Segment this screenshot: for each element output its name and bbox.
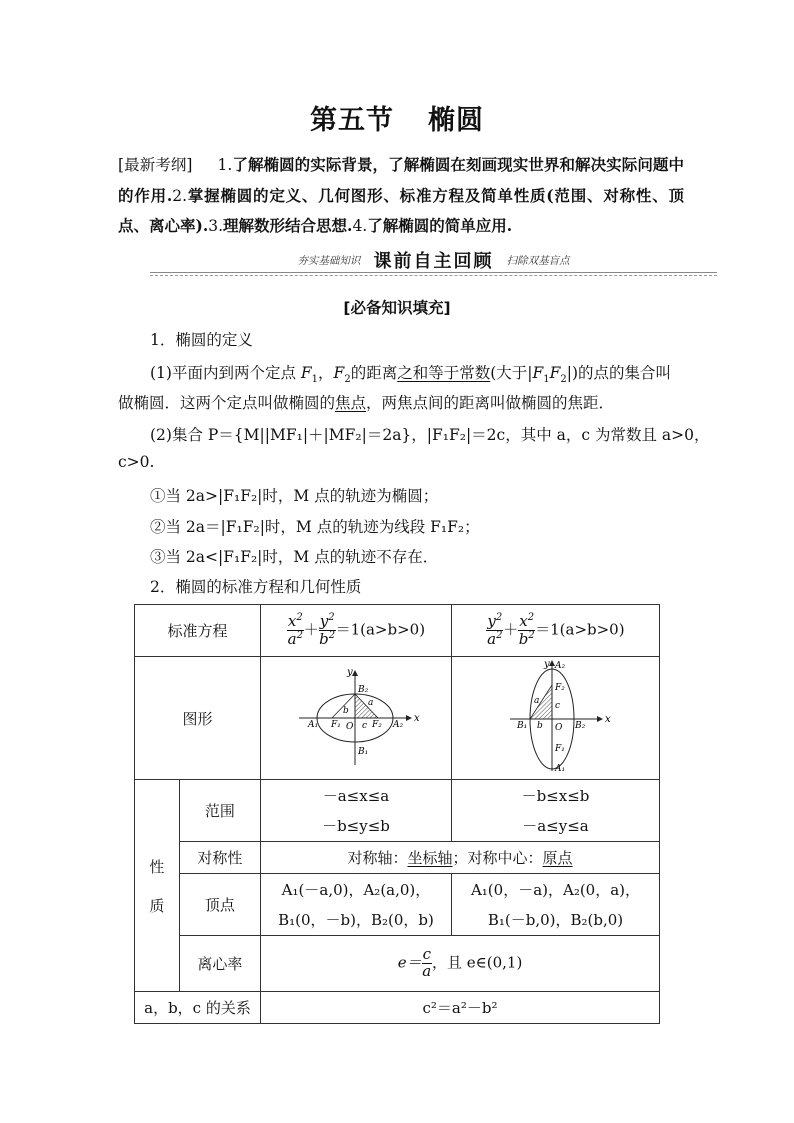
banner-right-text: 扫除双基盲点 [506,255,570,267]
svg-text:O: O [555,723,563,733]
banner-left-text: 夯实基础知识 [297,255,361,267]
section-heading: [必备知识填充] [343,299,451,317]
fill-blank: 焦点 [335,394,367,412]
heading-1: 1．椭圆的定义 [150,331,253,349]
abc-relation: c²＝a²－b² [260,992,659,1024]
table-row [135,992,660,1024]
svg-text:A₂: A₂ [555,661,566,671]
case-1: ①当 2a>|F₁F₂|时，M 点的轨迹为椭圆； [150,487,439,505]
row-label-equation: 标准方程 [135,605,261,657]
banner-title: 课前自主回顾 [373,251,494,272]
syllabus-outline [118,150,684,242]
case-2: ②当 2a＝|F₁F₂|时，M 点的轨迹为线段 F₁F₂； [150,518,480,536]
row-label-symmetry: 对称性 [179,842,260,874]
svg-text:F₁: F₁ [555,744,566,754]
range-horizontal: －a≤x≤a －b≤y≤b [260,780,451,842]
eccentricity-value: e＝ $\frac{c}{a}$ ，且 e∈(0,1) [260,936,659,992]
row-label-figure: 图形 [135,657,261,780]
outline-item: 了解椭圆的实际背景，了解椭圆在刻画现实世界和解决实际问题中的作用. [118,155,684,205]
title-section-number: 第五节 [310,105,394,136]
figure-horizontal-cell [260,657,451,780]
table-row [135,842,660,874]
table-row [135,780,660,842]
svg-text:B₂: B₂ [357,685,369,695]
table-row [135,874,660,936]
svg-text:F₂: F₂ [371,720,382,730]
definition-p2: (2)集合 P＝{M||MF₁|＋|MF₂|＝2a}，|F₁F₂|＝2c，其中 a，c 为常数且 a>0， [150,426,710,444]
svg-text:y: y [346,667,353,678]
outline-tag: [最新考纲] [118,156,193,174]
figure-vertical-cell [451,657,659,780]
title-topic: 椭圆 [428,105,484,136]
svg-text:F₁: F₁ [330,720,341,730]
vertical-ellipse-figure [452,657,658,775]
svg-text:a: a [534,696,540,706]
symmetry-value: 对称轴：坐标轴；对称中心：原点 [260,842,659,874]
outline-item: 理解数形结合思想. [223,216,353,235]
svg-text:F₂: F₂ [555,683,566,693]
svg-text:a: a [367,698,374,708]
row-label-abc: a，b，c 的关系 [135,992,261,1024]
svg-text:O: O [345,722,354,732]
vertex-vertical: A₁(0，－a)，A₂(0，a)， B₁(－b,0)，B₂(b,0) [451,874,659,936]
row-group-label-properties: 性 质 [135,780,180,992]
section-banner [150,247,717,277]
svg-text:c: c [555,701,561,711]
equation-horizontal: $\frac{x^2}{a^2}$ ＋ $\frac{y^2}{b^2}$ ＝1(a>b>0) [260,605,451,657]
svg-text:B₂: B₂ [575,721,586,731]
ellipse-properties-table [134,604,660,1024]
table-row [135,936,660,992]
table-row [135,605,660,657]
range-vertical: －b≤x≤b －a≤y≤a [451,780,659,842]
heading-2: 2．椭圆的标准方程和几何性质 [150,578,362,596]
fill-blank: 之和等于常数 [397,364,491,382]
table-row [135,657,660,780]
vertex-horizontal: A₁(－a,0)，A₂(a,0)， B₁(0，－b)，B₂(0，b) [260,874,451,936]
svg-text:b: b [537,721,544,731]
definition-p1-line1: (1)平面内到两个定点 $F_1$，$F_2$的距离之和等于常数(大于$|F_1F_2|$)的点的集合叫 [150,364,672,386]
svg-text:x: x [605,714,612,725]
svg-text:B₁: B₁ [517,721,528,731]
svg-text:x: x [413,713,420,724]
horizontal-ellipse-figure [261,657,451,775]
svg-text:A₁: A₁ [307,720,319,730]
svg-text:A₂: A₂ [392,720,404,730]
page-title [0,98,794,137]
svg-text:y: y [544,659,551,670]
definition-p1-line2: 做椭圆．这两个定点叫做椭圆的焦点，两焦点间的距离叫做椭圆的焦距． [118,394,615,412]
outline-item-num: 2. [172,186,188,205]
svg-text:c: c [361,721,368,731]
outline-item: 了解椭圆的简单应用. [367,216,513,235]
row-label-eccentricity: 离心率 [179,936,260,992]
outline-item-num: 3. [208,217,224,235]
row-label-vertex: 顶点 [179,874,260,936]
svg-text:A₁: A₁ [555,764,566,774]
row-label-range: 范围 [179,780,260,842]
equation-vertical: $\frac{y^2}{a^2}$ ＋ $\frac{x^2}{b^2}$ ＝1(a>b>0) [451,605,659,657]
case-3: ③当 2a<|F₁F₂|时，M 点的轨迹不存在． [150,548,439,566]
outline-item-num: 4. [352,217,368,235]
outline-item-num: 1. [217,156,233,174]
definition-p2-cont: c>0. [118,453,155,471]
svg-text:B₁: B₁ [357,747,369,757]
outline-item: 掌握椭圆的定义、几何图形、标准方程及简单性质(范围、对称性、顶点、离心率). [118,185,684,235]
svg-text:b: b [342,706,349,716]
